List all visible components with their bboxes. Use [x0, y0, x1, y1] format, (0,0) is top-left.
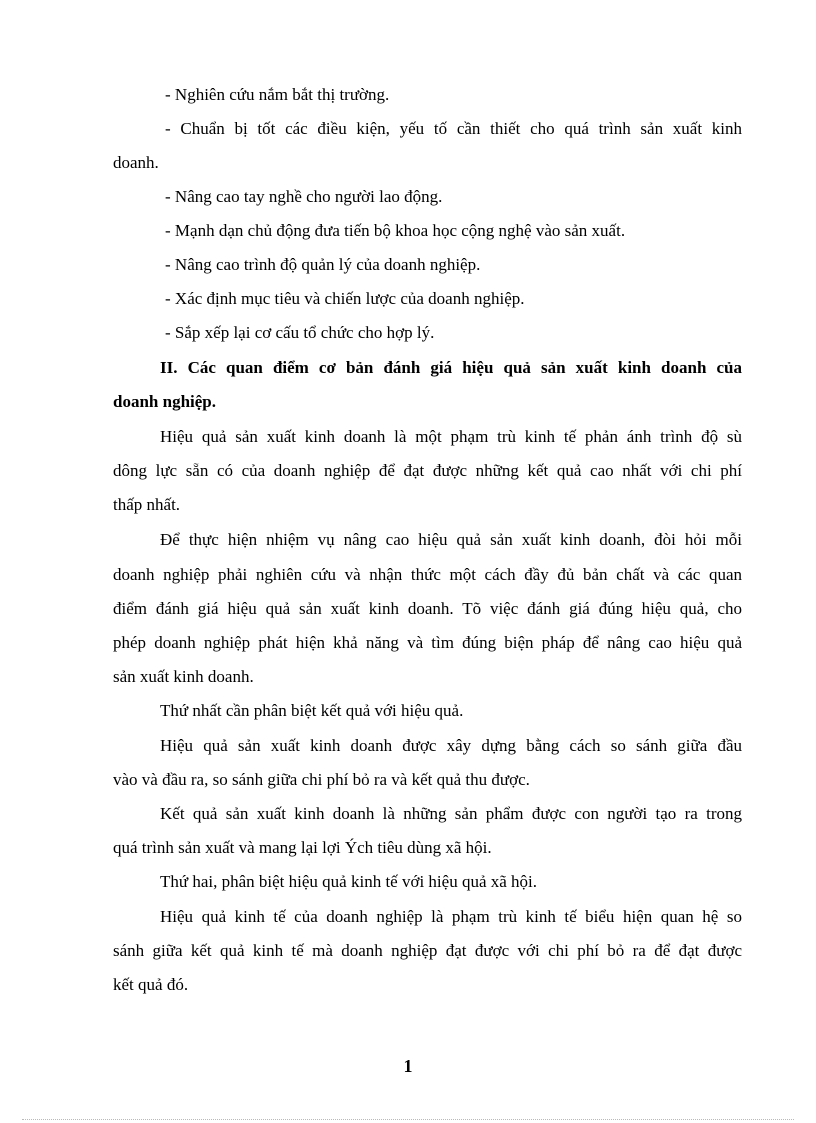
paragraph-line: dông lực sẵn có của doanh nghiệp để đạt được những kết quả cao nhất với chi phí — [113, 461, 742, 480]
bullet-item: - Sắp xếp lại cơ cấu tổ chức cho hợp lý. — [165, 323, 435, 342]
paragraph-line: sánh giữa kết quả kinh tế mà doanh nghiệp đạt được với chi phí bỏ ra để đạt được — [113, 941, 742, 960]
paragraph-line: doanh nghiệp phải nghiên cứu và nhận thức một cách đầy đủ bản chất và các quan — [113, 565, 742, 584]
paragraph-line: phép doanh nghiệp phát hiện khả năng và tìm đúng biện pháp để nâng cao hiệu quả — [113, 633, 742, 652]
paragraph-line: Thứ hai, phân biệt hiệu quả kinh tế với hiệu quả xã hội. — [160, 872, 538, 891]
bullet-item: - Nghiên cứu nắm bắt thị trường. — [165, 85, 390, 104]
paragraph-line: Hiệu quả sản xuất kinh doanh là một phạm trù kinh tế phản ánh trình độ sù — [160, 427, 742, 446]
bullet-item: - Chuẩn bị tốt các điều kiện, yếu tố cần thiết cho quá trình sản xuất kinh — [165, 119, 742, 138]
paragraph-line: kết quả đó. — [113, 975, 189, 994]
bullet-item: - Nâng cao trình độ quản lý của doanh nghiệp. — [165, 255, 481, 274]
paragraph-line: Hiệu quả sản xuất kinh doanh được xây dựng bằng cách so sánh giữa đầu — [160, 736, 742, 755]
paragraph-line: vào và đầu ra, so sánh giữa chi phí bỏ ra và kết quả thu được. — [113, 770, 530, 789]
bullet-continuation: doanh. — [113, 153, 159, 172]
paragraph-line: quá trình sản xuất và mang lại lợi Ých tiêu dùng xã hội. — [113, 838, 492, 857]
paragraph-line: Thứ nhất cần phân biệt kết quả với hiệu quả. — [160, 701, 464, 720]
paragraph-line: điểm đánh giá hiệu quả sản xuất kinh doanh. Tõ việc đánh giá đúng hiệu quả, cho — [113, 599, 742, 618]
paragraph-line: thấp nhất. — [113, 495, 181, 514]
paragraph-line: Hiệu quả kinh tế của doanh nghiệp là phạm trù kinh tế biểu hiện quan hệ so — [160, 907, 742, 926]
section-heading-continuation: doanh nghiệp. — [113, 392, 216, 411]
paragraph-line: Để thực hiện nhiệm vụ nâng cao hiệu quả sản xuất kinh doanh, đòi hỏi mỗi — [160, 530, 742, 549]
footer-divider — [22, 1119, 794, 1120]
bullet-item: - Nâng cao tay nghề cho người lao động. — [165, 187, 443, 206]
section-heading: II. Các quan điểm cơ bản đánh giá hiệu quả sản xuất kinh doanh của — [160, 358, 742, 377]
paragraph-line: Kết quả sản xuất kinh doanh là những sản phẩm được con người tạo ra trong — [160, 804, 742, 823]
page-number: 1 — [403, 1056, 413, 1076]
paragraph-line: sản xuất kinh doanh. — [113, 667, 254, 686]
bullet-item: - Xác định mục tiêu và chiến lược của doanh nghiệp. — [165, 289, 525, 308]
bullet-item: - Mạnh dạn chủ động đưa tiến bộ khoa học cộng nghệ vào sản xuất. — [165, 221, 626, 240]
